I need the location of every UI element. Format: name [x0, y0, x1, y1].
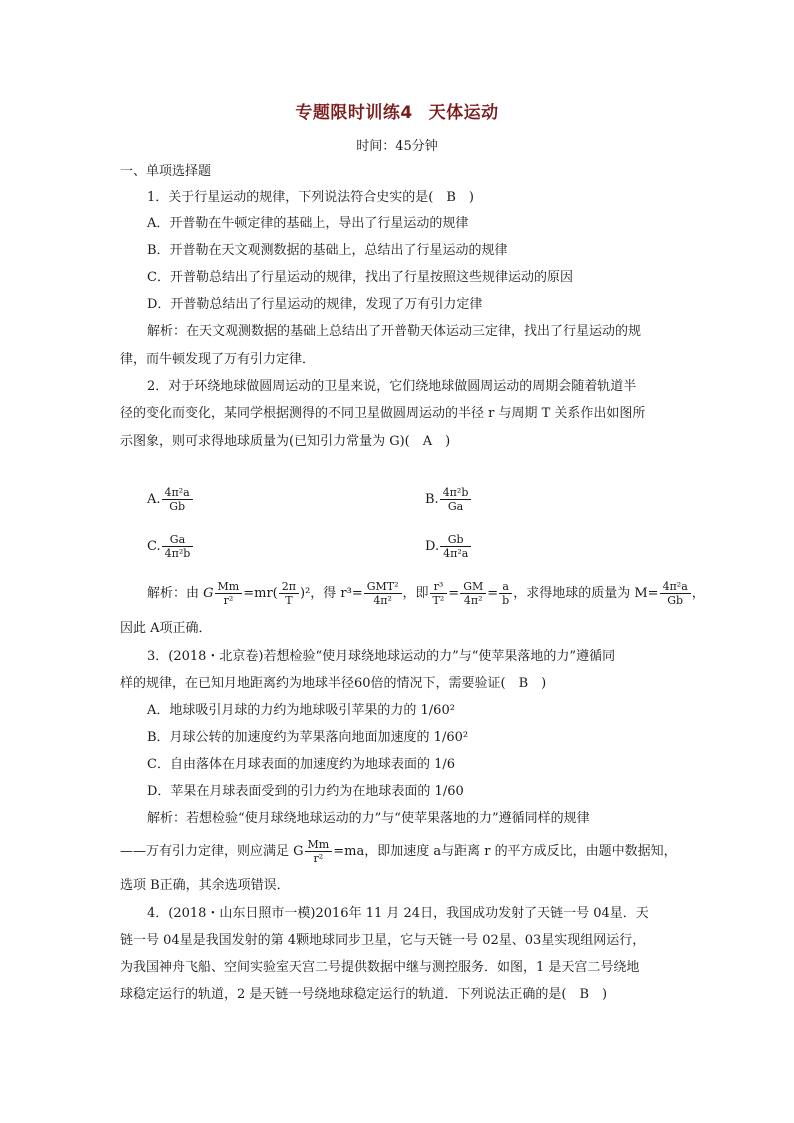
- q4-stem-line3: 为我国神舟飞船、空间实验室天宫二号提供数据中继与测控服务．如图，1 是天宫二号绕地: [120, 960, 640, 975]
- q4-stem-line4: 球稳定运行的轨道，2 是天链一号绕地球稳定运行的轨道．下列说法正确的是( B ): [120, 987, 608, 1002]
- q3-stem-line2: 样的规律，在已知月地距离约为地球半径60倍的情况下，需要验证( B ): [120, 676, 547, 691]
- q3-option-a: A．地球吸引月球的力约为地球吸引苹果的力的 1/60²: [147, 703, 455, 718]
- q3-stem-line1: 3．(2018・北京卷)若想检验“使月球绕地球运动的力”与“使苹果落地的力”遵循同: [147, 649, 616, 664]
- q3-option-c: C．自由落体在月球表面的加速度约为地球表面的 1/6: [147, 757, 456, 772]
- q3-explanation-line1: 解析：若想检验“使月球绕地球运动的力”与“使苹果落地的力”遵循同样的规律: [147, 811, 590, 826]
- q3-explanation-line3: 选项 B正确，其余选项错误．: [120, 878, 290, 893]
- section-heading: 一、单项选择题: [120, 164, 212, 179]
- q2-option-b: B. $\frac{\text{4π²b}}{Ga}$: [425, 486, 472, 513]
- time-limit: 时间：45分钟: [356, 139, 438, 154]
- q3-option-b: B．月球公转的加速度约为苹果落向地面加速度的 1/60²: [147, 730, 469, 745]
- q2-option-d: D. $\frac{Gb}{\text{4π²a}}$: [425, 533, 472, 560]
- q2-option-c-fraction: $\frac{Ga}{\text{4π²b}}$: [162, 533, 194, 560]
- q2-stem-line1: 2．对于环绕地球做圆周运动的卫星来说，它们绕地球做圆周运动的周期会随着轨道半: [147, 379, 637, 394]
- q2-explanation-line2: 因此 A项正确．: [120, 621, 212, 636]
- q3-option-d: D．苹果在月球表面受到的引力约为在地球表面的 1/60: [147, 784, 464, 799]
- q1-stem: 1．关于行星运动的规律，下列说法符合史实的是( B ): [147, 190, 474, 205]
- q4-stem-line1: 4．(2018・山东日照市一模)2016年 11 月 24日，我国成功发射了天链一号 04星．天: [147, 906, 649, 921]
- q1-option-c: C．开普勒总结出了行星运动的规律，找出了行星按照这些规律运动的原因: [147, 270, 573, 285]
- q1-explanation-line2: 律，而牛顿发现了万有引力定律．: [120, 352, 316, 367]
- q2-stem-line2: 径的变化而变化，某同学根据测得的不同卫星做圆周运动的半径 r 与周期 T 关系作出如图所: [120, 406, 646, 421]
- q1-option-d: D．开普勒总结出了行星运动的规律，发现了万有引力定律: [147, 297, 483, 312]
- q1-option-b: B．开普勒在天文观测数据的基础上，总结出了行星运动的规律: [147, 243, 508, 258]
- title-part2: 天体运动: [428, 103, 499, 123]
- title-part1: 专题限时训练4: [295, 103, 413, 123]
- q1-explanation-line1: 解析：在天文观测数据的基础上总结出了开普勒天体运动三定律，找出了行星运动的规: [147, 324, 642, 339]
- q1-option-a: A．开普勒在牛顿定律的基础上，导出了行星运动的规律: [147, 216, 469, 231]
- q3-explanation-line2: ——万有引力定律，则应满足 G $\frac{Mm}{\text{r²}}$ =ma，即加速度 a与距离 r 的平方成反比，由题中数据知，: [120, 838, 677, 865]
- q2-stem-line3: 示图象，则可求得地球质量为(已知引力常量为 G)( A ): [120, 434, 451, 449]
- q2-option-c: C. $\frac{Ga}{\text{4π²b}}$: [147, 533, 194, 560]
- q2-option-a-fraction: $\frac{\text{4π²a}}{Gb}$: [162, 486, 193, 513]
- q2-explanation-line1: 解析：由 G $\frac{Mm}{\text{r²}}$ =mr( $\frac{2\pi}{T}$ )²，得 r³= $\frac{\text{GMT²}}{\text{4π²}}$ ，即 $\frac{\text{r³}}{\text{T²}}$ = $\frac{GM}{\text{4π²}}$ = $\frac{a}{b}$ ，求得地球的质量为 M= $\frac{\text{4π²a}}{Gb}$ ，: [147, 580, 705, 607]
- q2-option-b-fraction: $\frac{\text{4π²b}}{Ga}$: [440, 486, 472, 513]
- page-title: [0, 98, 794, 123]
- q4-stem-line2: 链一号 04星是我国发射的第 4颗地球同步卫星，它与天链一号 02星、03星实现组网运行，: [120, 933, 646, 948]
- q2-option-d-fraction: $\frac{Gb}{\text{4π²a}}$: [440, 533, 471, 560]
- q2-option-a: A. $\frac{\text{4π²a}}{Gb}$: [147, 486, 194, 513]
